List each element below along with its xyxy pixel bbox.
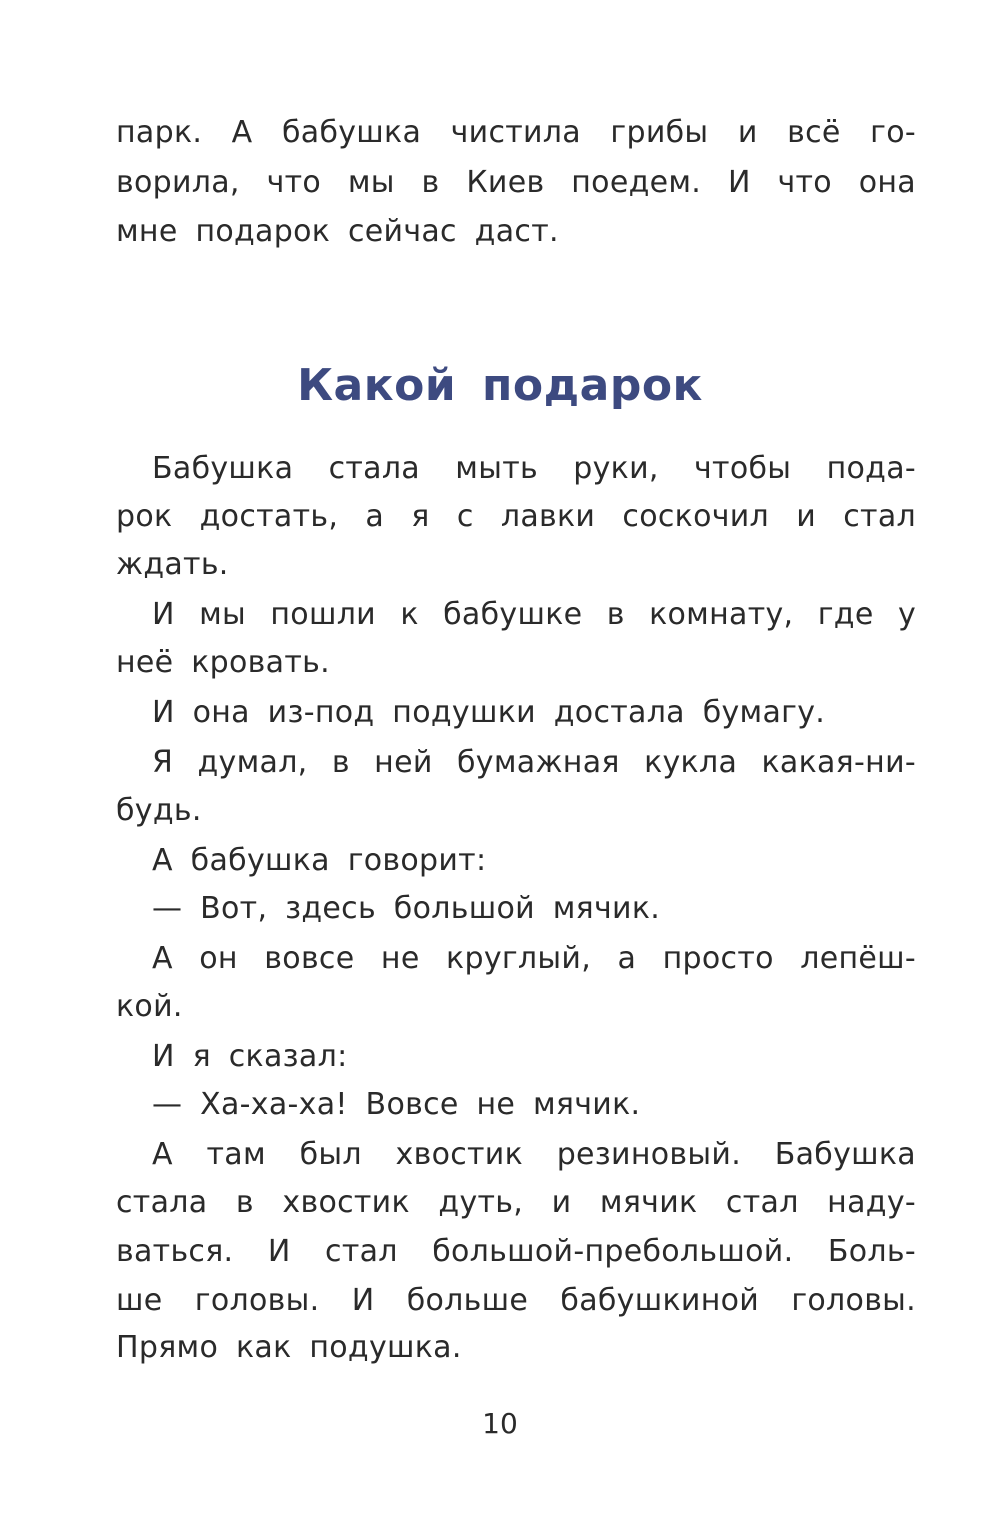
text-line: ше головы. И больше бабушкиной головы. [116,1283,916,1318]
text-line: И она из-под подушки достала бумагу. [152,695,826,730]
text-line: ворила, что мы в Киев поедем. И что она [116,165,916,200]
text-line: неё кровать. [116,645,330,680]
text-line: — Вот, здесь большой мячик. [152,891,661,926]
text-line: А там был хвостик резиновый. Бабушка [152,1137,916,1172]
text-line: парк. А бабушка чистила грибы и всё го- [116,115,916,150]
text-line: ждать. [116,547,229,582]
text-line: кой. [116,989,183,1024]
text-line: стала в хвостик дуть, и мячик стал наду- [116,1185,916,1220]
text-line: мне подарок сейчас даст. [116,214,559,249]
text-line: И мы пошли к бабушке в комнату, где у [152,597,916,632]
text-line: будь. [116,793,202,828]
text-line: — Ха-ха-ха! Вовсе не мячик. [152,1087,641,1122]
text-line: Бабушка стала мыть руки, чтобы пода- [152,451,916,486]
text-line: Прямо как подушка. [116,1330,462,1365]
text-line: рок достать, а я с лавки соскочил и стал [116,499,916,534]
text-line: А он вовсе не круглый, а просто лепёш- [152,941,916,976]
text-line: Я думал, в ней бумажная кукла какая-ни- [152,745,916,780]
chapter-title: Какой подарок [297,360,703,411]
text-line: А бабушка говорит: [152,843,487,878]
page-number: 10 [482,1407,518,1440]
text-line: И я сказал: [152,1039,348,1074]
text-line: ваться. И стал большой-пребольшой. Боль- [116,1234,916,1269]
